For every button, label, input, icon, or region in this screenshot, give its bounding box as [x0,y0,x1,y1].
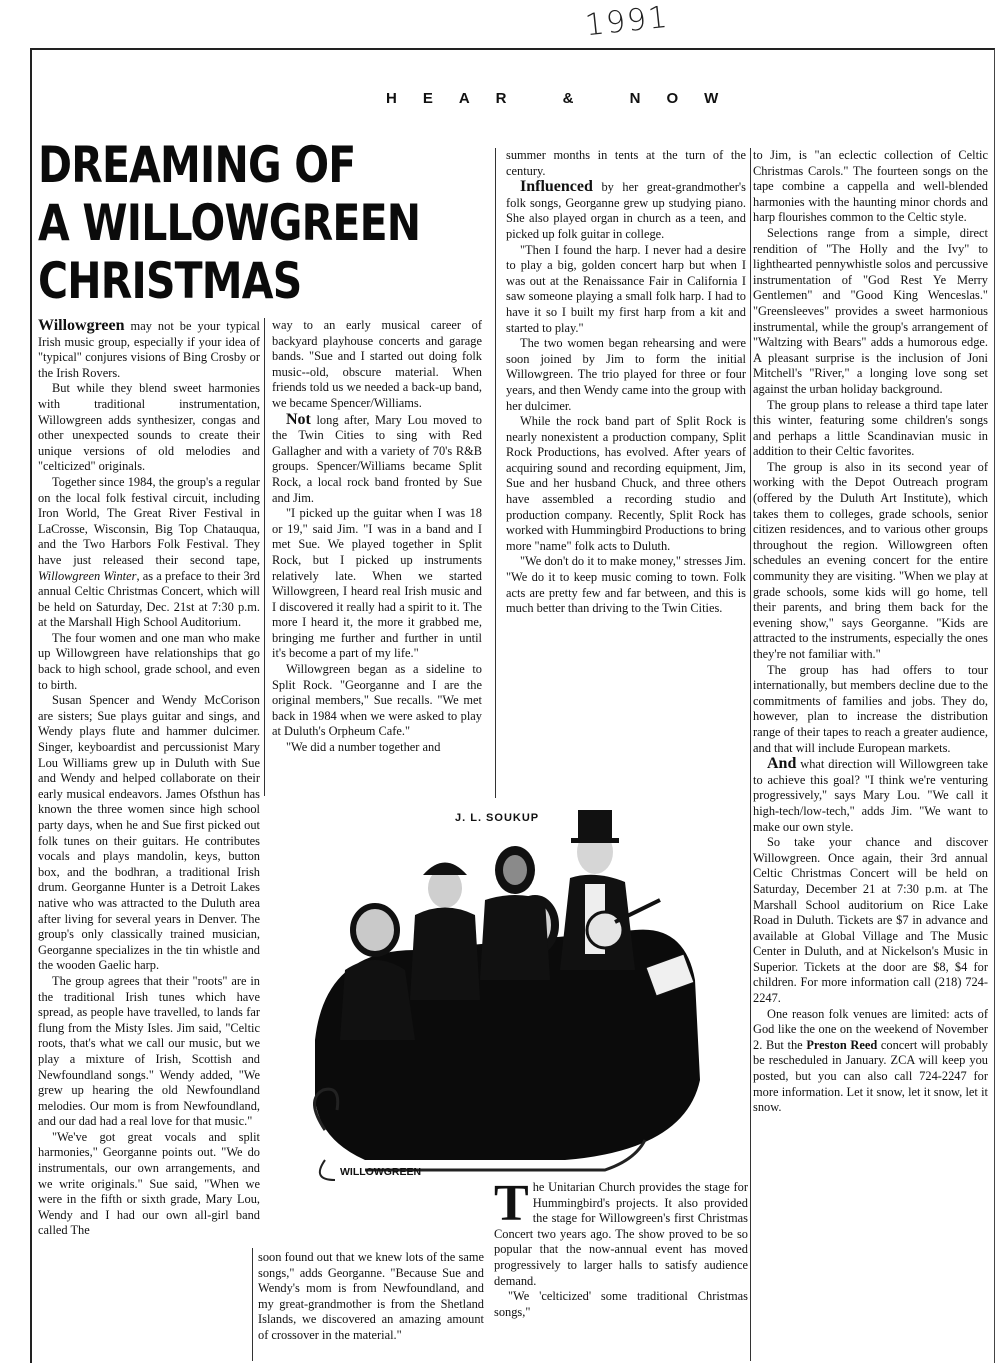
photo-credit: J. L. SOUKUP [455,812,540,824]
article-column-1 [38,318,260,1361]
photo-caption: WILLOWGREEN [340,1166,422,1178]
column-rule [750,148,751,1361]
headline-line-3: CHRISTMAS [38,252,302,310]
paragraph-text: long after, Mary Lou moved to the Twin Cities to sing with Red Gallagher and with a variety of 70's R&B groups. Spencer/Williams became Split Rock, a local rock band fronted by Sue and Jim. [272,412,482,505]
paragraph: The group is also in its second year of working with the Depot Outreach program (offered by the Duluth Art Institute), which takes them to colleges, grade schools, senior citizen residences, and to various other groups throughout the region. Willowgreen often schedules an evening concert for the entire community they are visiting. "When we play at grade schools, some kids will go home, tell their parents, and bring them back for the evening show," says Georganne. "Kids are attracted to the instruments, especially the ones they're not familiar with." [753,459,988,661]
tape-title: Willowgreen Winter [38,568,137,583]
paragraph: "Then I found the harp. I never had a desire to play a big, golden concert harp but when I was out at the Renaissance Fair in California I saw someone playing a small folk harp. I had to have it so I built my first harp from a kit and started to play." [506,242,746,335]
paragraph-text: concert will probably be rescheduled in January. ZCA will keep you posted, but you can also call 724-2247 for more information. Let it snow, let it snow, let it snow. [753,1037,988,1115]
paragraph: The group plans to release a third tape later this winter, featuring some children's songs and perhaps a little Scandinavian music in addition to their Celtic favorites. [753,397,988,459]
paragraph: The two women began rehearsing and were soon joined by Jim to form the initial Willowgreen. The trio played for three or four years, and then Wendy came into the group with her dulcimer. [506,336,746,413]
section-label: HEAR & NOW [386,90,745,107]
paragraph: way to an early musical career of backyard playhouse concerts and garage bands. "Sue and I started out doing folk music--old, obscure material. When friends told us we needed a back-up band, we became Spencer/Williams. [272,318,482,410]
paragraph: The four women and one man who make up Willowgreen have relationships that go back to high school, grade school, and even to birth. [38,630,260,692]
paragraph-text: what direction will Willowgreen take to achieve this goal? "I think we're venturing progressively," says Mary Lou. "We call it high-tech/low-tech," adds Jim. "We want to make our own style. [753,757,988,834]
article-column-3 [506,148,746,758]
paragraph [38,318,260,381]
paragraph: The group agrees that their "roots" are in the traditional Irish tunes which have spread, as people have travelled, to lands far flung from the Misty Isles. Jim said, "Celtic roots, that's what we call our music, but we play a mixture of Irish, Scottish and Newfoundland songs." Wendy added, "We grew up hearing the old Newfoundland melodies. Our mom is from Newfoundland, and our dad had a real love for that music." [38,973,260,1129]
paragraph: Willowgreen began as a sideline to Split Rock. "Georganne and I are the original members," Sue recalls. "We met back in 1984 when we were asked to play at Duluth's Orpheum Cafe." [272,662,482,739]
artist-name: Preston Reed [806,1037,878,1052]
lead-word: Willowgreen [38,318,125,334]
paragraph: soon found out that we knew lots of the same songs," adds Georganne. "Because Sue and Wendy's mom is from Newfoundland, and my great-grandmother is from the Shetland Islands, we discovered an amazing amount of crossover in the material." [258,1250,484,1342]
paragraph: So take your chance and discover Willowgreen. Once again, their 3rd annual Celtic Christmas Concert will be held on Saturday, December 21 at 7:30 p.m. at The Marshall School auditorium on Rice Lake Road in Duluth. Tickets are $7 in advance and available at Global Village and The Music Center in Duluth, and at Nickelson's Music in Superior. Tickets at the door are $8, $4 for children. For more information call (218) 724-2247. [753,835,988,1006]
paragraph-text: , as a preface to their 3rd annual Celtic Christmas Concert, which will be held on Saturday, Dec. 21st at 7:30 p.m. at the Marshall High School Auditorium. [38,568,260,630]
paragraph: to Jim, is "an eclectic collection of Celtic Christmas Carols." The fourteen songs on the tape combine a cappella and well-blended harmonies with the haunting minor chords and harp flourishes common to the Celtic style. [753,148,988,225]
column-rule [264,318,265,796]
paragraph: "We don't do it to make money," stresses Jim. "We do it to keep music coming to town. Folk acts are pretty few and far between, and this is much better than driving to the Twin Cities. [506,554,746,616]
paragraph [272,412,482,507]
headline [38,136,423,310]
paragraph: "We've got great vocals and split harmonies," Georganne points out. "We do instrumentals, our own arrangements, and we write originals." Sue said, "When we were in the fifth or sixth grade, Mary Lou, Wendy and I had our own all-girl band called The [38,1129,260,1238]
lead-word: Influenced [520,178,593,196]
paragraph-text: may not be your typical Irish music group, especially if your idea of "typical" conjures visions of Bing Crosby or the Irish Rovers. [38,319,260,380]
lead-word: And [767,755,797,773]
paragraph-text: Together since 1984, the group's a regular on the local folk festival circuit, including Iron World, The Great River Festival in LaCrosse, Wisconsin, Big Top Chatauqua, and the Two Harbors Folk Festival. They have just released their second tape, [38,474,260,567]
paragraph [753,1007,988,1116]
paragraph [38,475,260,631]
paragraph [753,756,988,835]
article-column-2-continued [258,1250,484,1361]
paragraph: summer months in tents at the turn of the century. [506,148,746,178]
headline-line-2: A WILLOWGREEN [38,194,421,252]
paragraph-text: he Unitarian Church provides the stage for Hummingbird's projects. It also provided the stage for Willowgreen's first Christmas Concert two years ago. The show proved to be so popular that the now-annual event has moved progressively to larger halls to satisfy audience demand. [494,1180,748,1288]
handwritten-year: 1991 [583,0,671,44]
column-rule [495,148,496,798]
paragraph: But while they blend sweet harmonies with traditional instrumentation, Willowgreen adds synthesizer, congas and other unexpected sounds to create their unique versions of old melodies and "celticized" originals. [38,381,260,474]
headline-line-1: DREAMING OF [38,136,356,194]
band-photo [305,800,750,1195]
paragraph: "We did a number together and [286,740,441,755]
paragraph: "We 'celticized' some traditional Christmas songs," [494,1289,748,1319]
lead-word: Not [286,410,311,428]
paragraph: Selections range from a simple, direct rendition of "The Holly and the Ivy" to lighthearted pennywhistle solos and percussive instrumentation of "God Rest Ye Merry Gentlemen" and "Good King Wenceslas." "Greensleeves" provides a sweet harmonious instrumental, while the group's arrangement of "Waltzing with Bears" adds a humorous edge. A pleasant surprise is the inclusion of Joni Mitchell's "River," a longing love song set against the urban holiday background. [753,225,988,396]
paragraph [506,179,746,242]
paragraph [494,1180,748,1289]
drop-cap: T [494,1180,529,1232]
paragraph: The group has had offers to tour internationally, but members decline due to the commitments of families and jobs. They do, however, plan to increase the distribution range of their tapes to reach a greater audience, and that will include European markets. [753,662,988,755]
paragraph: While the rock band part of Split Rock is nearly nonexistent a production company, Split Rock Productions, has evolved. After years of acquiring sound and recording equipment, Jim, Sue and her husband Chuck, and three others have assembled a recording studio and production company. Recently, Split Rock has worked with Hummingbird Productions to bring more "name" folk acts to Duluth. [506,414,746,553]
article-column-4 [753,148,988,1361]
article-column-3-continued [494,1180,748,1361]
paragraph: Susan Spencer and Wendy McCorison are sisters; Sue plays guitar and sings, and Wendy plays flute and hammer dulcimer. Singer, keyboardist and percussionist Mary Lou Williams grew up in Duluth with Sue and Wendy and helped collaborate on their early musical endeavors. James Ofsthun has known the three women since high school party days, when he and Sue first picked out folk tunes on their guitars. He contributes vocals and plays mandolin, keys, button box, and the bodhran, a traditional Irish drum. Georganne Hunter is a Detroit Lakes native who was attracted to the Duluth area after living for several years in Denver. The group's only classically trained musician, Georganne specializes in the tin whistle and the wooden Gaelic harp. [38,693,260,973]
paragraph-text: by her great-grandmother's folk songs, Georganne grew up studying piano. She also played organ in church as a teen, and picked up folk guitar in college. [506,180,746,241]
paragraph: "I picked up the guitar when I was 18 or 19," said Jim. "I was in a band and I met Sue. We played together in Split Rock, but I picked up instruments relatively late. When we started Willowgreen, I heard real Irish music and I discovered it really had a spirit to it. The more I heard it, the more it grabbed me, bringing me further and further in until it's become a part of my life." [272,506,482,661]
article-column-2 [272,318,482,796]
paragraph-text: One reason folk venues are limited: acts of God like the one on the weekend of November 2. But the [753,1006,988,1052]
